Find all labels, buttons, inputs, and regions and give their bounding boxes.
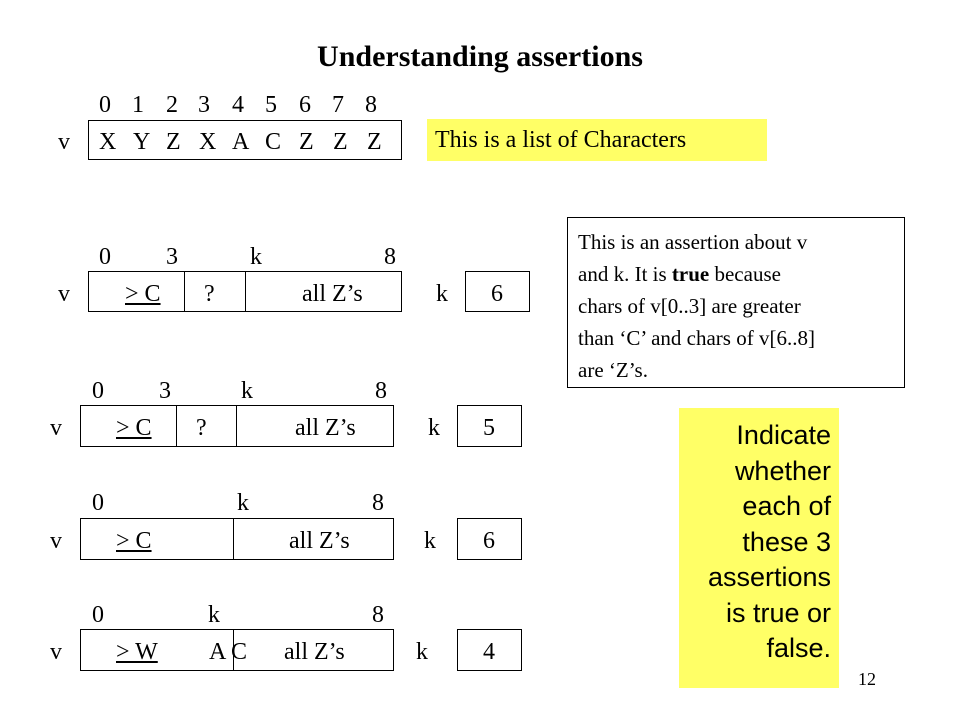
instruction-line: each of <box>742 491 831 521</box>
instruction-line: false. <box>766 633 831 663</box>
list-char: Z <box>333 129 348 155</box>
explanation-text: because <box>709 262 781 286</box>
array-box <box>80 629 394 671</box>
segment-divider <box>184 272 185 311</box>
list-char: X <box>199 129 217 155</box>
k-label: k <box>436 281 448 307</box>
segment-unknown: ? <box>204 281 215 307</box>
k-value-box <box>457 629 522 671</box>
explanation-line: are ‘Z’s. <box>578 358 648 382</box>
explanation-text: and k. It is <box>578 262 672 286</box>
list-index: 8 <box>365 92 377 118</box>
index-label: k <box>250 244 262 270</box>
explanation-line: This is an assertion about v <box>578 230 808 254</box>
array-box <box>80 405 394 447</box>
explanation-line <box>578 258 898 290</box>
list-char: X <box>99 129 117 155</box>
index-label: 0 <box>99 244 111 270</box>
segment-greater: > C <box>125 281 161 307</box>
segment-divider <box>245 272 246 311</box>
array-var-label: v <box>50 528 62 554</box>
list-var-label: v <box>58 129 70 155</box>
segment-all-z: all Z’s <box>284 639 345 665</box>
list-char: Z <box>166 129 181 155</box>
list-index: 3 <box>198 92 210 118</box>
character-list-box <box>88 120 402 160</box>
segment-all-z: all Z’s <box>302 281 363 307</box>
list-index: 1 <box>132 92 144 118</box>
instruction-line: Indicate <box>736 420 831 450</box>
index-label: 3 <box>159 378 171 404</box>
list-index: 0 <box>99 92 111 118</box>
k-value: 4 <box>483 639 495 665</box>
index-label: k <box>208 602 220 628</box>
list-note: This is a list of Characters <box>427 119 767 161</box>
k-value-box <box>465 271 530 312</box>
list-char: A <box>232 129 250 155</box>
index-label: 8 <box>384 244 396 270</box>
page-number: 12 <box>858 669 876 689</box>
assertion-explanation-box <box>567 217 905 388</box>
segment-all-z: all Z’s <box>295 415 356 441</box>
segment-greater: > C <box>116 528 152 554</box>
k-value: 5 <box>483 415 495 441</box>
k-label: k <box>416 639 428 665</box>
array-box <box>88 271 402 312</box>
segment-divider <box>176 406 177 446</box>
index-label: 3 <box>166 244 178 270</box>
explanation-line: chars of v[0..3] are greater <box>578 294 801 318</box>
list-index: 4 <box>232 92 244 118</box>
list-char: Z <box>299 129 314 155</box>
index-label: 8 <box>372 602 384 628</box>
k-value-box <box>457 518 522 560</box>
index-label: k <box>241 378 253 404</box>
index-label: 0 <box>92 378 104 404</box>
segment-middle: A C <box>209 639 248 665</box>
list-char: C <box>265 129 282 155</box>
explanation-emphasis: true <box>671 262 710 286</box>
array-var-label: v <box>58 281 70 307</box>
segment-unknown: ? <box>196 415 207 441</box>
instruction-line: these 3 <box>742 526 831 557</box>
k-label: k <box>424 528 436 554</box>
list-char: Y <box>133 129 151 155</box>
segment-divider <box>236 406 237 446</box>
segment-divider <box>233 519 234 559</box>
k-value: 6 <box>483 528 495 554</box>
index-label: 8 <box>375 378 387 404</box>
segment-divider <box>233 630 234 670</box>
explanation-line: than ‘C’ and chars of v[6..8] <box>578 326 815 350</box>
slide-title: Understanding assertions <box>317 40 643 73</box>
list-index: 5 <box>265 92 277 118</box>
segment-greater: > C <box>116 415 152 441</box>
instruction-line: assertions <box>707 562 831 592</box>
segment-greater: > W <box>116 639 158 665</box>
instruction-line: whether <box>734 455 831 486</box>
segment-all-z: all Z’s <box>289 528 350 554</box>
array-box <box>80 518 394 560</box>
index-label: 8 <box>372 490 384 516</box>
index-label: 0 <box>92 602 104 628</box>
instruction-line: is true or <box>725 597 831 628</box>
index-label: k <box>237 490 249 516</box>
list-index-row <box>0 93 400 119</box>
k-value-box <box>457 405 522 447</box>
list-index: 6 <box>299 92 311 118</box>
array-var-label: v <box>50 639 62 665</box>
list-index: 7 <box>332 92 344 118</box>
k-label: k <box>428 415 440 441</box>
array-var-label: v <box>50 415 62 441</box>
instruction-note <box>679 408 839 688</box>
k-value: 6 <box>491 281 503 307</box>
index-label: 0 <box>92 490 104 516</box>
list-index: 2 <box>166 92 178 118</box>
list-char: Z <box>367 129 382 155</box>
